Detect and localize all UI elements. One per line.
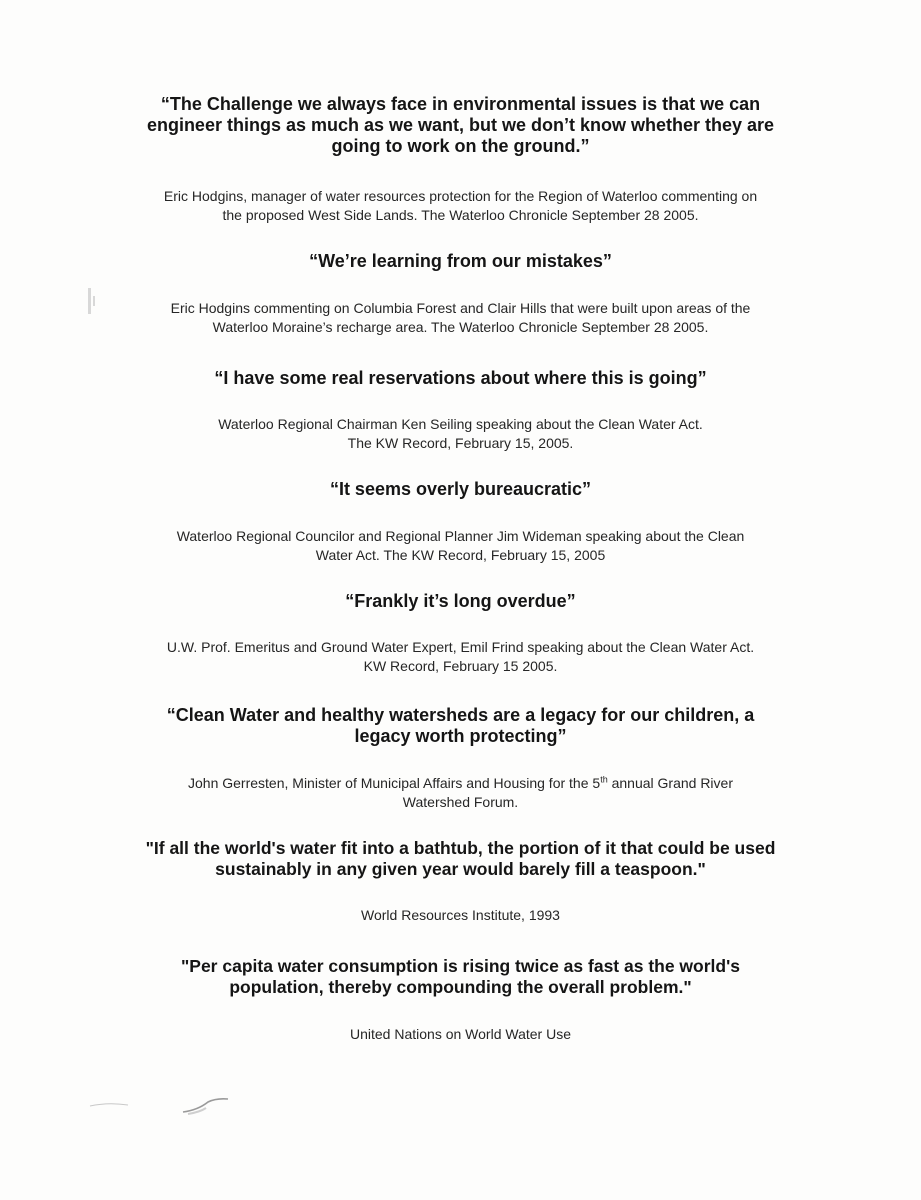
- attribution-line: U.W. Prof. Emeritus and Ground Water Expert, Emil Frind speaking about the Clean Water Act.: [166, 639, 755, 655]
- quote-line: “The Challenge we always face in environmental issues is that we can: [160, 94, 761, 114]
- attribution-line: Waterloo Regional Councilor and Regional Planner Jim Wideman speaking about the Clean: [176, 528, 745, 544]
- attribution-4: [60, 527, 861, 565]
- attribution-line: KW Record, February 15 2005.: [363, 658, 558, 674]
- attribution-line: Water Act. The KW Record, February 15, 2005: [315, 547, 606, 563]
- quote-3: [60, 368, 861, 389]
- attribution-line: Eric Hodgins commenting on Columbia Forest and Clair Hills that were built upon areas of the: [170, 300, 751, 316]
- attribution-5: [60, 638, 861, 676]
- scan-speck: [88, 288, 91, 314]
- quote-line: “I have some real reservations about where this is going”: [214, 368, 707, 388]
- quote-6: [60, 705, 861, 747]
- quote-line: sustainably in any given year would barely fill a teaspoon.": [215, 859, 706, 879]
- attribution-line: [60, 774, 861, 793]
- quote-line: “It seems overly bureaucratic”: [329, 479, 592, 499]
- quote-line: “Frankly it’s long overdue”: [345, 591, 576, 611]
- attribution-8: [60, 1025, 861, 1044]
- attribution-2: [60, 299, 861, 337]
- attribution-1: [60, 187, 861, 225]
- attribution-line: Eric Hodgins, manager of water resources protection for the Region of Waterloo commenting on: [163, 188, 758, 204]
- quote-line: population, thereby compounding the overall problem.": [229, 977, 692, 997]
- attribution-text: John Gerresten, Minister of Municipal Affairs and Housing for the 5: [188, 775, 601, 791]
- attribution-line: World Resources Institute, 1993: [361, 907, 560, 923]
- attribution-line: Waterloo Regional Chairman Ken Seiling speaking about the Clean Water Act.: [218, 416, 703, 432]
- attribution-line: The KW Record, February 15, 2005.: [347, 435, 574, 451]
- quote-5: [60, 591, 861, 612]
- attribution-3: [60, 415, 861, 453]
- quote-line: “We’re learning from our mistakes”: [309, 251, 612, 271]
- quote-line: “Clean Water and healthy watersheds are a legacy for our children, a: [166, 705, 755, 725]
- attribution-line: Waterloo Moraine’s recharge area. The Waterloo Chronicle September 28 2005.: [212, 319, 709, 335]
- quote-line: legacy worth protecting”: [354, 726, 567, 746]
- quote-4: [60, 479, 861, 500]
- attribution-6: [60, 774, 861, 812]
- attribution-line: the proposed West Side Lands. The Waterloo Chronicle September 28 2005.: [222, 207, 699, 223]
- quote-2: [60, 251, 861, 272]
- attribution-line: Watershed Forum.: [402, 794, 519, 810]
- quote-7: [60, 838, 861, 880]
- quote-line: going to work on the ground.”: [331, 136, 590, 156]
- attribution-text: annual Grand River: [607, 775, 733, 791]
- quote-1: [60, 94, 861, 157]
- quote-line: "Per capita water consumption is rising twice as fast as the world's: [180, 956, 740, 976]
- quote-line: "If all the world's water fit into a bathtub, the portion of it that could be used: [145, 838, 776, 858]
- scan-speck: [93, 296, 95, 306]
- scan-smudge: [88, 1090, 238, 1120]
- ordinal-superscript: th: [600, 774, 608, 785]
- attribution-line: United Nations on World Water Use: [350, 1026, 571, 1042]
- attribution-7: [60, 906, 861, 925]
- quote-line: engineer things as much as we want, but we don’t know whether they are: [146, 115, 775, 135]
- quote-8: [60, 956, 861, 998]
